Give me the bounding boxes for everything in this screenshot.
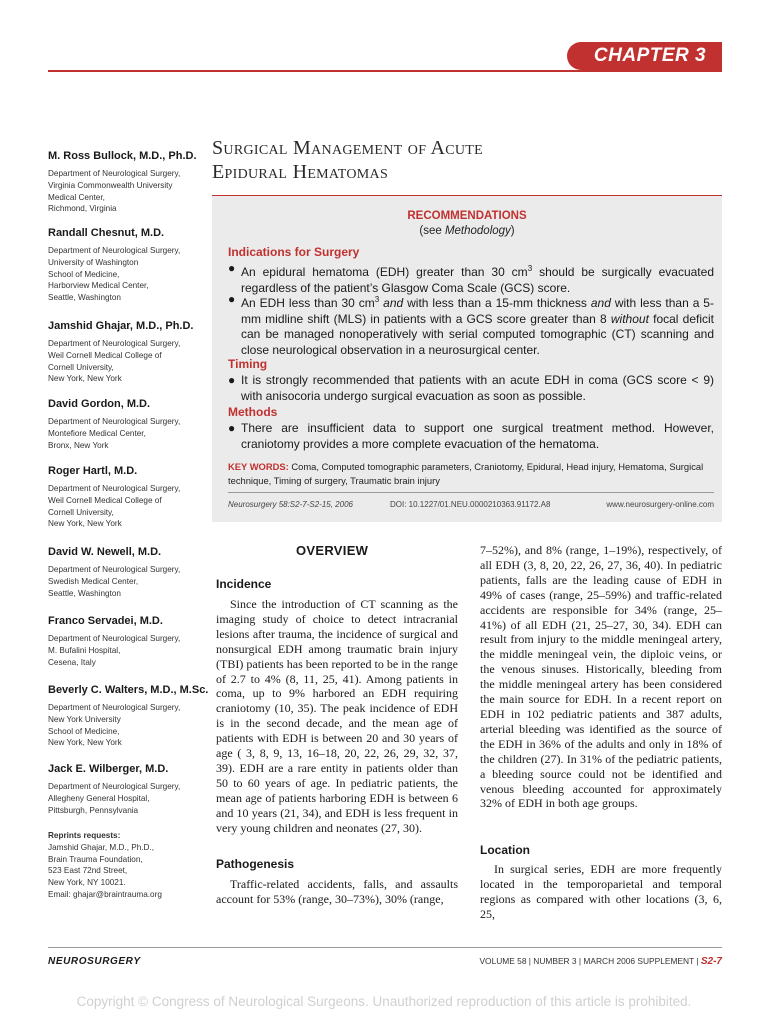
timing-heading: Timing xyxy=(228,357,268,371)
affil-line: New York, New York xyxy=(48,519,122,529)
text-run: focal deficit can be managed nonoperatively with serial computed tomographic (CT) scanning and close neurological observation in a neurosurgical center. xyxy=(241,311,714,358)
affil-line: Harborview Medical Center, xyxy=(48,281,149,291)
author-affiliation xyxy=(48,483,223,530)
text-run: should be surgically evacuated regardless of the patient’s Glasgow Coma Scale (GCS) score. xyxy=(241,265,714,295)
affil-line: Cornell University, xyxy=(48,362,114,372)
recommendations-title: RECOMMENDATIONS xyxy=(407,210,527,222)
author-name: Jack E. Wilberger, M.D. xyxy=(48,763,169,775)
text-run: with less than a 5-mm midline shift (MLS) in patients with a GCS score greater than 8 xyxy=(241,296,714,326)
author-block xyxy=(48,763,223,816)
affil-line: Seattle, Washington xyxy=(48,588,121,598)
affil-line: Medical Center, xyxy=(48,192,105,202)
journal-name: NEUROSURGERY xyxy=(48,956,141,967)
affil-line: Department of Neurological Surgery, xyxy=(48,703,181,712)
affil-line: M. Bufalini Hospital, xyxy=(48,645,121,655)
overview-heading: OVERVIEW xyxy=(296,543,369,558)
affil-line: Department of Neurological Surgery, xyxy=(48,417,181,426)
methodology-link: Methodology xyxy=(444,225,511,237)
affil-line: School of Medicine, xyxy=(48,726,120,736)
paragraph: Traffic-related accidents, falls, and assaults account for 53% (range, 30–73%), 30% (range, xyxy=(216,877,458,906)
methods-heading: Methods xyxy=(228,405,278,419)
affil-line: Department of Neurological Surgery, xyxy=(48,782,181,791)
affil-line: Department of Neurological Surgery, xyxy=(48,634,181,643)
affil-line: Department of Neurological Surgery, xyxy=(48,339,181,348)
affil-line: Weil Cornell Medical College of xyxy=(48,350,162,360)
text-run: and xyxy=(590,296,611,310)
paragraph: 7–52%), and 8% (range, 1–19%), respectively, of all EDH (3, 8, 20, 22, 26, 27, 36, 40). In pediatric patients, falls are the leading cause of EDH in 49% of cases (range, 25–59%) and traffic-related accidents are responsible for 34% (range, 25–41%) of all EDH (21, 25–27, 30, 34). EDH can result from injury to the middle meningeal artery, the middle meningeal vein, the diploic veins, or the venous sinuses. Historically, bleeding from the middle meningeal artery has been considered the main source for EDH. In a recent report on EDH in 102 pediatric patients and 387 adults, arterial bleeding was identified as the source of the EDH in 36% of the adults and only in 18% of the children (27). In 31% of the pediatric patients, a bleeding source could not be identified and venous bleeding accounted for approximately 32% of EDH in both age groups. xyxy=(480,543,722,811)
affil-line: Weil Cornell Medical College of xyxy=(48,495,162,505)
footer-info xyxy=(420,956,722,967)
page-number: S2-7 xyxy=(700,956,722,967)
text-run: with less than a 15-mm thickness xyxy=(403,296,591,310)
bullet-dot-icon: ● xyxy=(228,292,236,306)
affil-line: Virginia Commonwealth University xyxy=(48,180,173,190)
affil-line: New York, New York xyxy=(48,738,122,748)
footer-rule xyxy=(48,947,722,948)
citation-rule xyxy=(228,492,714,493)
author-affiliation xyxy=(48,702,223,749)
paragraph: Since the introduction of CT scanning as the imaging study of choice to detect intracranial lesions after trauma, the incidence of surgical and nonsurgical EDH among traumatic brain injury (TBI) patients has been reported to be in the range of 2.7 to 4% (8, 11, 25, 41). Among patients in coma, up to 9% harbored an EDH requiring craniotomy (10, 35). The peak incidence of EDH is in the second decade, and the mean age of patients with EDH is between 20 and 30 years of age ( 3, 8, 9, 13, 16–18, 20, 22, 26, 29, 32, 37, 39). EDH are a rare entity in patients older than 50 to 60 years of age. In pediatric patients, the mean age of patients harboring EDH is between 6 and 10 years (21, 34), and EDH is less frequent in very young children and neonates (27, 30). xyxy=(216,597,458,835)
author-name: Beverly C. Walters, M.D., M.Sc. xyxy=(48,684,209,696)
superscript: 3 xyxy=(374,295,380,304)
reprint-request xyxy=(48,830,223,901)
bullet-text: There are insufficient data to support one surgical treatment method. However, craniotomy provides a more complete evacuation of the hematoma. xyxy=(241,421,714,451)
affil-line: New York, New York xyxy=(48,374,122,384)
text-run: without xyxy=(610,311,649,326)
reprint-email[interactable]: Email: ghajar@braintrauma.org xyxy=(48,889,162,899)
affil-line: School of Medicine, xyxy=(48,269,120,279)
author-affiliation xyxy=(48,781,223,816)
author-name: David Gordon, M.D. xyxy=(48,398,151,410)
author-block xyxy=(48,684,223,749)
affil-line: University of Washington xyxy=(48,257,139,267)
affil-line: Pittsburgh, Pennsylvania xyxy=(48,805,139,815)
affil-line: Department of Neurological Surgery, xyxy=(48,565,181,574)
author-block xyxy=(48,615,223,668)
methods-bullet xyxy=(228,421,714,452)
citation-journal: Neurosurgery 58:S2-7-S2-15, 2006 xyxy=(228,500,353,509)
affil-line: Allegheny General Hospital, xyxy=(48,793,150,803)
keywords xyxy=(228,460,714,488)
bullet-dot-icon: ● xyxy=(228,421,236,435)
top-rule xyxy=(48,70,722,72)
affil-line: Seattle, Washington xyxy=(48,293,121,303)
reprint-line: Jamshid Ghajar, M.D., Ph.D., xyxy=(48,842,155,852)
indication-bullet xyxy=(228,292,714,359)
incidence-heading: Incidence xyxy=(216,577,272,591)
chapter-label: CHAPTER 3 xyxy=(593,45,707,66)
author-block xyxy=(48,546,223,599)
author-affiliation xyxy=(48,416,223,451)
affil-line: Swedish Medical Center, xyxy=(48,576,139,586)
text-run: An epidural hematoma (EDH) greater than 30 cm xyxy=(241,265,528,279)
affil-line: Cornell University, xyxy=(48,507,114,517)
reprint-line: Brain Trauma Foundation, xyxy=(48,854,143,864)
indications-heading: Indications for Surgery xyxy=(228,245,360,259)
paragraph: In surgical series, EDH are more frequently located in the temporoparietal and temporal regions as compared with other locations (3, 6, 25, xyxy=(480,862,722,921)
incidence-body xyxy=(216,597,458,836)
affil-line: Cesena, Italy xyxy=(48,657,96,667)
affil-line: Department of Neurological Surgery, xyxy=(48,169,181,178)
recommendations-subtitle xyxy=(212,225,722,237)
text-run: and xyxy=(379,296,404,310)
sub-text: (see xyxy=(419,225,445,237)
bullet-dot-icon: ● xyxy=(228,261,236,275)
keywords-label: KEY WORDS: xyxy=(228,461,289,472)
author-name: Jamshid Ghajar, M.D., Ph.D. xyxy=(48,320,194,332)
author-name: Franco Servadei, M.D. xyxy=(48,615,163,627)
superscript: 3 xyxy=(527,264,533,273)
title-line: Surgical Management of Acute xyxy=(212,137,483,159)
text-run: An EDH less than 30 cm xyxy=(241,296,375,310)
author-block xyxy=(48,398,223,451)
author-name: M. Ross Bullock, M.D., Ph.D. xyxy=(48,150,197,162)
affil-line: Department of Neurological Surgery, xyxy=(48,246,181,255)
timing-bullet xyxy=(228,373,714,404)
author-block xyxy=(48,320,223,385)
pathogenesis-body xyxy=(216,877,458,907)
author-block xyxy=(48,150,223,215)
author-affiliation xyxy=(48,633,223,668)
author-affiliation xyxy=(48,168,223,215)
author-name: Randall Chesnut, M.D. xyxy=(48,227,165,239)
citation-url[interactable]: www.neurosurgery-online.com xyxy=(606,500,714,509)
affil-line: Bronx, New York xyxy=(48,440,109,450)
author-name: Roger Hartl, M.D. xyxy=(48,465,138,477)
author-block xyxy=(48,465,223,530)
affil-line: Montefiore Medical Center, xyxy=(48,428,146,438)
sub-text: ) xyxy=(510,225,515,237)
reprint-label: Reprints requests: xyxy=(48,831,121,840)
reprint-line: New York, NY 10021. xyxy=(48,878,126,888)
keywords-list: Coma, Computed tomographic parameters, Craniotomy, Epidural, Head injury, Hematoma, Surgical technique, Timing of surgery, Traumatic brain injury xyxy=(228,461,704,486)
issue-info: VOLUME 58 | NUMBER 3 | MARCH 2006 SUPPLEMENT | xyxy=(479,956,701,966)
author-name: David W. Newell, M.D. xyxy=(48,546,162,558)
bullet-text: It is strongly recommended that patients with an acute EDH in coma (GCS score < 9) with anisocoria undergo surgical evacuation as soon as possible. xyxy=(241,373,714,403)
bullet-dot-icon: ● xyxy=(228,373,236,387)
affil-line: Department of Neurological Surgery, xyxy=(48,484,181,493)
affil-line: New York University xyxy=(48,714,121,724)
reprint-line: 523 East 72nd Street, xyxy=(48,866,128,876)
affil-line: Richmond, Virginia xyxy=(48,204,117,214)
right-column-body xyxy=(480,543,722,811)
pathogenesis-heading: Pathogenesis xyxy=(216,857,295,871)
copyright-notice: Copyright © Congress of Neurological Surgeons. Unauthorized reproduction of this article is prohibited. xyxy=(76,994,692,1009)
author-affiliation xyxy=(48,338,223,385)
location-body xyxy=(480,862,722,922)
article-title xyxy=(212,136,722,184)
location-heading: Location xyxy=(480,843,530,857)
author-affiliation xyxy=(48,245,223,304)
author-block xyxy=(48,227,223,304)
title-line: Epidural Hematomas xyxy=(212,161,389,183)
author-affiliation xyxy=(48,564,223,599)
citation-doi[interactable]: DOI: 10.1227/01.NEU.0000210363.91172.A8 xyxy=(390,500,551,509)
